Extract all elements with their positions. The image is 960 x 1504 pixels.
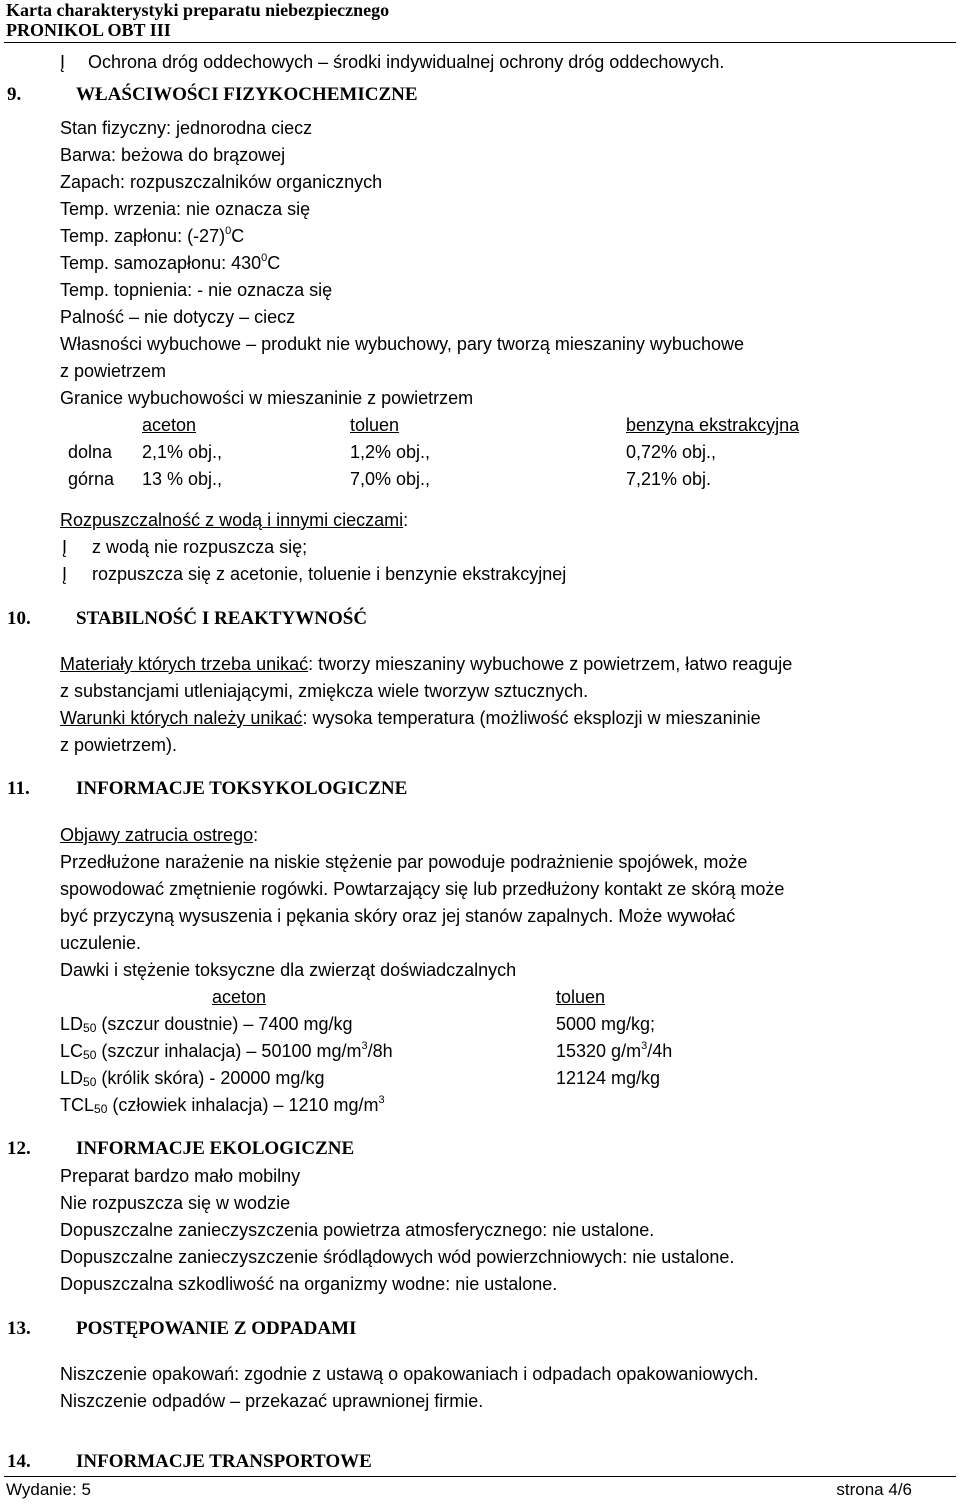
symptoms-text: spowodować zmętnienie rogówki. Powtarzający się lub przedłużony kontakt ze skórą może	[60, 879, 785, 899]
section-14-title: INFORMACJE TRANSPORTOWE	[76, 1451, 372, 1472]
section-9-title: WŁAŚCIWOŚCI FIZYKOCHEMICZNE	[76, 84, 418, 105]
section-10-title: STABILNOŚĆ I REAKTYWNOŚĆ	[76, 608, 368, 629]
section-14-number: 14.	[7, 1451, 31, 1472]
document-title: Karta charakterystyki preparatu niebezpiecznego	[6, 0, 390, 20]
eco-line: Preparat bardzo mało mobilny	[60, 1166, 301, 1186]
flammability: Palność – nie dotyczy – ciecz	[60, 307, 296, 327]
tox-lc50-inhalation: $LC_{50}$ (szczur inhalacja) – 50100 $mg/m^3/8h$	[60, 1040, 393, 1062]
section-12-title: INFORMACJE EKOLOGICZNE	[76, 1138, 355, 1159]
boiling-point: Temp. wrzenia: nie oznacza się	[60, 199, 311, 219]
table-row-label: dolna	[68, 442, 113, 462]
odor: Zapach: rozpuszczalników organicznych	[60, 172, 383, 192]
list-item: z wodą nie rozpuszcza się;	[92, 537, 308, 557]
section-12-number: 12.	[7, 1138, 31, 1159]
table-cell: 2,1% obj.,	[142, 442, 223, 462]
eco-line: Dopuszczalne zanieczyszczenia powietrza atmosferycznego: nie ustalone.	[60, 1220, 655, 1240]
section-13-number: 13.	[7, 1318, 31, 1339]
symptoms-text: być przyczyną wysuszenia i pękania skóry oraz jej stanów zapalnych. Może wywołać	[60, 906, 736, 926]
table-cell: 1,2% obj.,	[350, 442, 431, 462]
eco-line: Nie rozpuszcza się w wodzie	[60, 1193, 291, 1213]
solubility-heading: Rozpuszczalność z wodą i innymi cieczami:	[60, 510, 409, 530]
section-11-number: 11.	[7, 778, 30, 799]
bullet-icon: Į	[62, 564, 68, 584]
table-header-benzyna: benzyna ekstrakcyjna	[626, 415, 800, 435]
toxic-doses-heading: Dawki i stężenie toksyczne dla zwierząt doświadczalnych	[60, 960, 517, 980]
tox-value: 15320 $g/m^3/4h$	[556, 1040, 673, 1061]
conditions-to-avoid: Warunki których należy unikać: wysoka temperatura (możliwość eksplozji w mieszaninie	[60, 708, 761, 728]
symptoms-text: Przedłużone narażenie na niskie stężenie par powoduje podrażnienie spojówek, może	[60, 852, 748, 872]
footer-divider	[4, 1476, 956, 1477]
tox-value: 5000 mg/kg;	[556, 1014, 656, 1034]
eco-line: Dopuszczalne zanieczyszczenie śródlądowych wód powierzchniowych: nie ustalone.	[60, 1247, 735, 1267]
autoignition-temp: Temp. samozapłonu: $430^0C$	[60, 252, 281, 273]
color: Barwa: beżowa do brązowej	[60, 145, 286, 165]
section-10-number: 10.	[7, 608, 31, 629]
table-cell: 13 % obj.,	[142, 469, 223, 489]
table-header-aceton: aceton	[142, 415, 197, 435]
symptoms-text: uczulenie.	[60, 933, 142, 953]
bullet-icon: Į	[62, 537, 68, 557]
physical-state: Stan fizyczny: jednorodna ciecz	[60, 118, 313, 138]
edition-label: Wydanie: 5	[6, 1480, 91, 1499]
table-header-toluen: toluen	[350, 415, 400, 435]
conditions-to-avoid-cont: z powietrzem).	[60, 735, 178, 755]
page-number: strona 4/6	[836, 1480, 912, 1499]
melting-point: Temp. topnienia: - nie oznacza się	[60, 280, 333, 300]
section-11-title: INFORMACJE TOKSYKOLOGICZNE	[76, 778, 408, 799]
explosive-limits-label: Granice wybuchowości w mieszaninie z powietrzem	[60, 388, 474, 408]
respiratory-protection-line: Ochrona dróg oddechowych – środki indywidualnej ochrony dróg oddechowych.	[88, 52, 725, 72]
table-cell: 0,72% obj.,	[626, 442, 717, 462]
tox-header-toluen: toluen	[556, 987, 606, 1007]
tox-ld50-dermal: $LD_{50}$ (królik skóra) - 20000 mg/kg	[60, 1068, 325, 1089]
tox-header-aceton: aceton	[212, 987, 267, 1007]
explosive-properties: Własności wybuchowe – produkt nie wybuchowy, pary tworzą mieszaniny wybuchowe	[60, 334, 744, 354]
waste-line: Niszczenie odpadów – przekazać uprawnionej firmie.	[60, 1391, 484, 1411]
section-9-number: 9.	[7, 84, 22, 105]
explosive-properties-cont: z powietrzem	[60, 361, 167, 381]
eco-line: Dopuszczalna szkodliwość na organizmy wodne: nie ustalone.	[60, 1274, 558, 1294]
tox-tcl50-human: $TCL_{50}$ (człowiek inhalacja) – 1210 $mg/m^3$	[60, 1094, 385, 1116]
product-name: PRONIKOL OBT III	[6, 20, 171, 40]
bullet-icon: Į	[60, 52, 66, 72]
waste-line: Niszczenie opakowań: zgodnie z ustawą o opakowaniach i odpadach opakowaniowych.	[60, 1364, 759, 1384]
tox-value: 12124 mg/kg	[556, 1068, 661, 1088]
acute-symptoms-heading: Objawy zatrucia ostrego:	[60, 825, 259, 845]
list-item: rozpuszcza się z acetonie, toluenie i benzynie ekstrakcyjnej	[92, 564, 567, 584]
flash-point: Temp. zapłonu: $(-27)^0C$	[60, 225, 245, 246]
materials-to-avoid: Materiały których trzeba unikać: tworzy mieszaniny wybuchowe z powietrzem, łatwo reaguje	[60, 654, 793, 674]
materials-to-avoid-cont: z substancjami utleniającymi, zmiękcza wiele tworzyw sztucznych.	[60, 681, 589, 701]
table-row-label: górna	[68, 469, 115, 489]
table-cell: 7,0% obj.,	[350, 469, 431, 489]
tox-ld50-oral: $LD_{50}$ (szczur doustnie) – 7400 mg/kg	[60, 1014, 353, 1035]
section-13-title: POSTĘPOWANIE Z ODPADAMI	[76, 1318, 357, 1339]
header-divider	[4, 42, 956, 43]
table-cell: 7,21% obj.	[626, 469, 712, 489]
